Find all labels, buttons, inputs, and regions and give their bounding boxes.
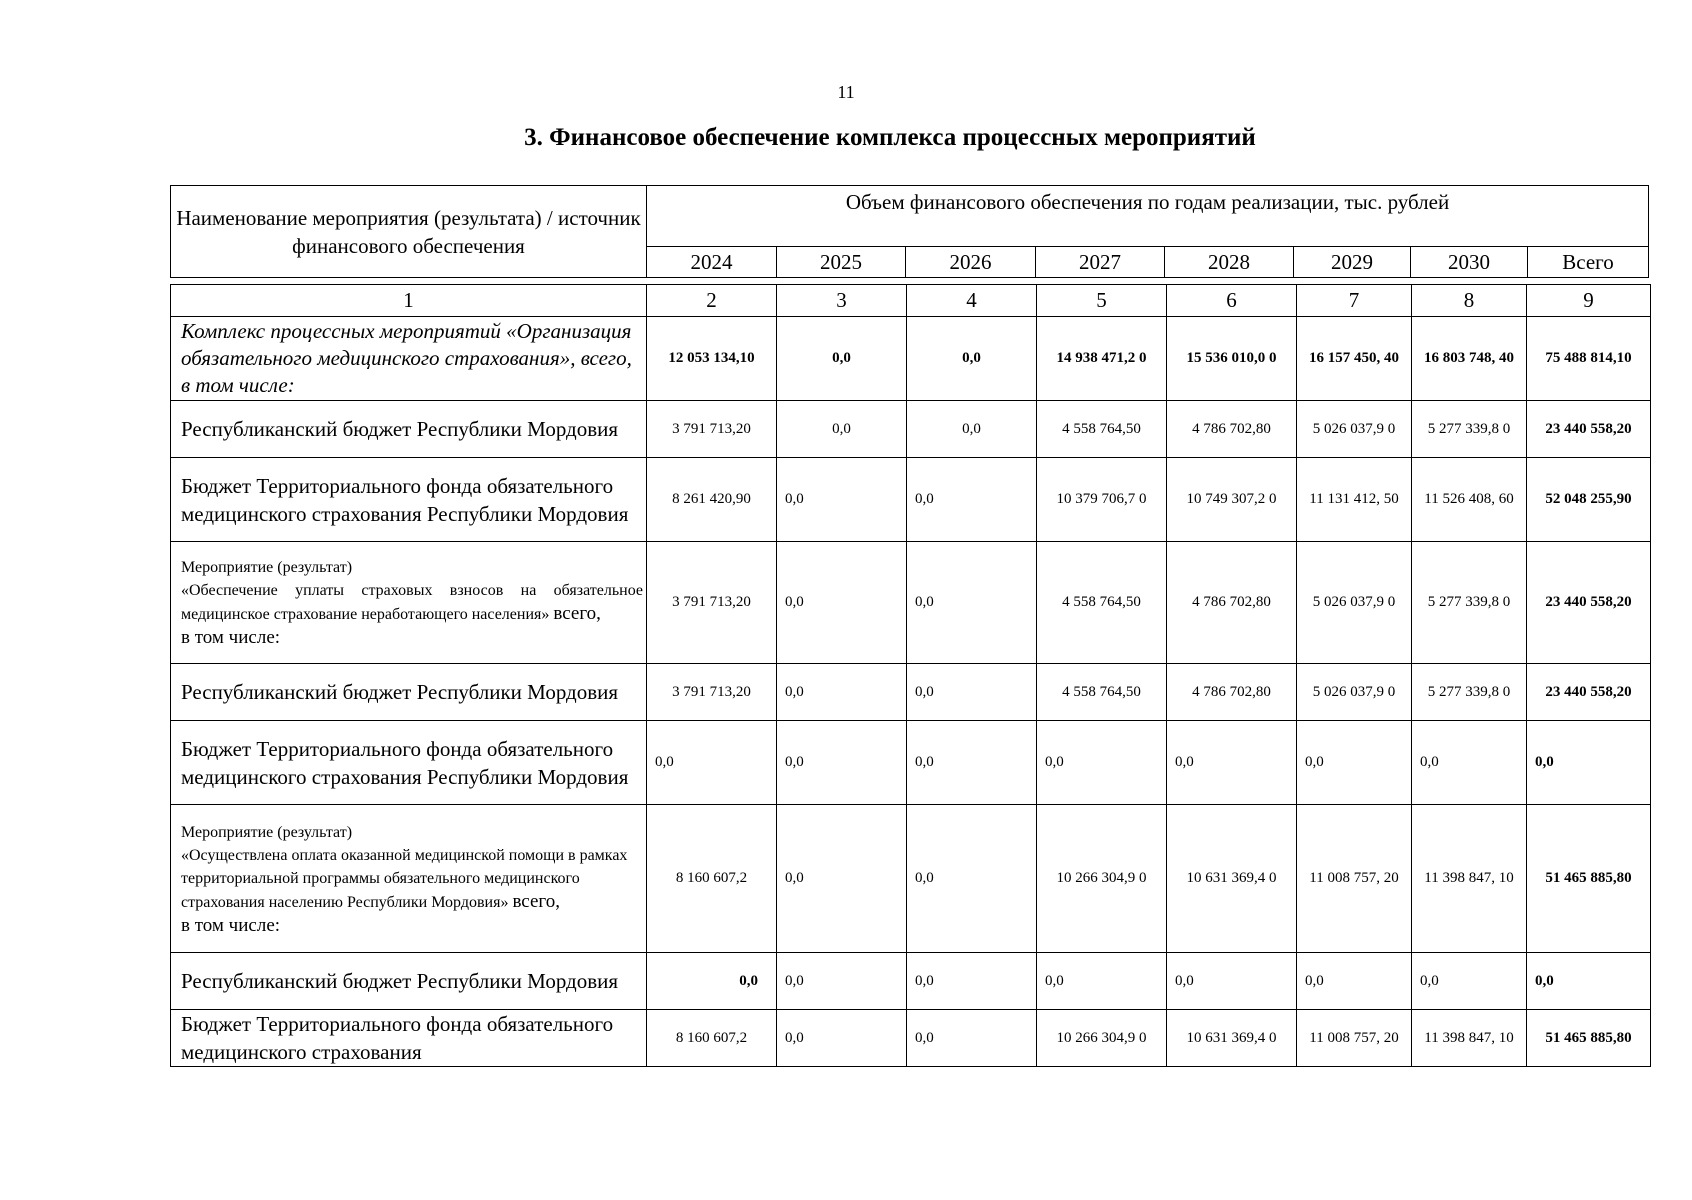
value-cell: 10 631 369,4 0 bbox=[1167, 1010, 1297, 1067]
value-cell: 12 053 134,10 bbox=[647, 317, 777, 401]
value-cell: 0,0 bbox=[907, 664, 1037, 721]
value-cell: 0,0 bbox=[1412, 953, 1527, 1010]
value-cell: 0,0 bbox=[777, 721, 907, 805]
header-volume-column: Объем финансового обеспечения по годам реализации, тыс. рублей bbox=[647, 186, 1649, 247]
value-cell: 3 791 713,20 bbox=[647, 542, 777, 664]
table-row bbox=[171, 317, 1651, 401]
value-cell: 5 026 037,9 0 bbox=[1297, 664, 1412, 721]
row-name-tail: всего, bbox=[553, 603, 601, 624]
value-cell: 0,0 bbox=[1037, 721, 1167, 805]
total-cell: 51 465 885,80 bbox=[1527, 1010, 1651, 1067]
column-number: 7 bbox=[1297, 285, 1412, 317]
column-number: 2 bbox=[647, 285, 777, 317]
row-name-tail: всего, bbox=[512, 890, 560, 912]
total-cell: 52 048 255,90 bbox=[1527, 458, 1651, 542]
header-year: 2026 bbox=[906, 247, 1036, 278]
financing-table bbox=[170, 284, 1651, 1067]
column-number: 4 bbox=[907, 285, 1037, 317]
value-cell: 0,0 bbox=[777, 805, 907, 953]
value-cell: 11 398 847, 10 bbox=[1412, 805, 1527, 953]
value-cell: 0,0 bbox=[777, 458, 907, 542]
total-cell: 75 488 814,10 bbox=[1527, 317, 1651, 401]
page-number: 11 bbox=[837, 82, 855, 102]
value-cell: 11 398 847, 10 bbox=[1412, 1010, 1527, 1067]
value-cell: 0,0 bbox=[907, 805, 1037, 953]
value-cell: 0,0 bbox=[1167, 721, 1297, 805]
header-year: 2030 bbox=[1411, 247, 1528, 278]
row-name: Бюджет Территориального фонда обязательного медицинского страхования bbox=[171, 1010, 647, 1067]
value-cell: 0,0 bbox=[907, 401, 1037, 458]
total-cell: 23 440 558,20 bbox=[1527, 542, 1651, 664]
value-cell: 0,0 bbox=[647, 953, 777, 1010]
header-total: Всего bbox=[1528, 247, 1649, 278]
value-cell: 10 749 307,2 0 bbox=[1167, 458, 1297, 542]
table-header bbox=[170, 185, 1649, 278]
value-cell: 0,0 bbox=[1412, 721, 1527, 805]
value-cell: 0,0 bbox=[907, 1010, 1037, 1067]
value-cell: 4 558 764,50 bbox=[1037, 664, 1167, 721]
value-cell: 16 803 748, 40 bbox=[1412, 317, 1527, 401]
value-cell: 10 631 369,4 0 bbox=[1167, 805, 1297, 953]
row-name-tail: в том числе: bbox=[181, 627, 281, 648]
row-name-description: «Осуществлена оплата оказанной медицинской помощи в рамках территориальной программы обязательного медицинского страхования населению Республики Мордовия» bbox=[181, 846, 628, 911]
header-name-column: Наименование мероприятия (результата) / источник финансового обеспечения bbox=[171, 186, 647, 278]
value-cell: 11 008 757, 20 bbox=[1297, 1010, 1412, 1067]
value-cell: 15 536 010,0 0 bbox=[1167, 317, 1297, 401]
table-row bbox=[171, 953, 1651, 1010]
column-number: 5 bbox=[1037, 285, 1167, 317]
row-name-title: Мероприятие (результат) bbox=[181, 559, 353, 576]
column-number: 3 bbox=[777, 285, 907, 317]
value-cell: 0,0 bbox=[907, 721, 1037, 805]
row-name bbox=[171, 805, 647, 953]
value-cell: 0,0 bbox=[647, 721, 777, 805]
table-row bbox=[171, 401, 1651, 458]
total-cell: 0,0 bbox=[1527, 953, 1651, 1010]
row-name-title: Мероприятие (результат) bbox=[181, 823, 353, 841]
header-year: 2027 bbox=[1036, 247, 1165, 278]
value-cell: 0,0 bbox=[907, 542, 1037, 664]
table-row bbox=[171, 542, 1651, 664]
value-cell: 5 026 037,9 0 bbox=[1297, 401, 1412, 458]
value-cell: 0,0 bbox=[1167, 953, 1297, 1010]
total-cell: 23 440 558,20 bbox=[1527, 401, 1651, 458]
table-row bbox=[171, 1010, 1651, 1067]
column-number-row bbox=[171, 285, 1651, 317]
value-cell: 10 266 304,9 0 bbox=[1037, 805, 1167, 953]
value-cell: 0,0 bbox=[907, 317, 1037, 401]
column-number: 1 bbox=[171, 285, 647, 317]
value-cell: 4 786 702,80 bbox=[1167, 664, 1297, 721]
value-cell: 14 938 471,2 0 bbox=[1037, 317, 1167, 401]
value-cell: 10 379 706,7 0 bbox=[1037, 458, 1167, 542]
value-cell: 0,0 bbox=[777, 953, 907, 1010]
value-cell: 8 160 607,2 bbox=[647, 1010, 777, 1067]
value-cell: 0,0 bbox=[777, 401, 907, 458]
value-cell: 5 277 339,8 0 bbox=[1412, 542, 1527, 664]
row-name-description: «Обеспечение уплаты страховых взносов на обязательное медицинское страхование неработающего населения» bbox=[181, 582, 643, 623]
value-cell: 4 786 702,80 bbox=[1167, 542, 1297, 664]
value-cell: 5 026 037,9 0 bbox=[1297, 542, 1412, 664]
value-cell: 5 277 339,8 0 bbox=[1412, 664, 1527, 721]
table-row bbox=[171, 721, 1651, 805]
value-cell: 4 786 702,80 bbox=[1167, 401, 1297, 458]
value-cell: 0,0 bbox=[777, 542, 907, 664]
header-year: 2029 bbox=[1294, 247, 1411, 278]
row-name: Республиканский бюджет Республики Мордовия bbox=[171, 953, 647, 1010]
header-year: 2025 bbox=[777, 247, 906, 278]
row-name: Бюджет Территориального фонда обязательного медицинского страхования Республики Мордовия bbox=[171, 458, 647, 542]
value-cell: 0,0 bbox=[777, 317, 907, 401]
value-cell: 16 157 450, 40 bbox=[1297, 317, 1412, 401]
row-name: Бюджет Территориального фонда обязательного медицинского страхования Республики Мордовия bbox=[171, 721, 647, 805]
document-title: 3. Финансовое обеспечение комплекса процессных мероприятий bbox=[524, 124, 1256, 151]
column-number: 6 bbox=[1167, 285, 1297, 317]
value-cell: 0,0 bbox=[777, 664, 907, 721]
value-cell: 0,0 bbox=[907, 953, 1037, 1010]
value-cell: 8 160 607,2 bbox=[647, 805, 777, 953]
column-number: 8 bbox=[1412, 285, 1527, 317]
value-cell: 4 558 764,50 bbox=[1037, 542, 1167, 664]
column-number: 9 bbox=[1527, 285, 1651, 317]
value-cell: 3 791 713,20 bbox=[647, 401, 777, 458]
value-cell: 0,0 bbox=[1297, 721, 1412, 805]
table-row bbox=[171, 664, 1651, 721]
total-cell: 23 440 558,20 bbox=[1527, 664, 1651, 721]
value-cell: 11 008 757, 20 bbox=[1297, 805, 1412, 953]
row-name: Комплекс процессных мероприятий «Организация обязательного медицинского страхования», всего, в том числе: bbox=[171, 317, 647, 401]
header-year: 2028 bbox=[1165, 247, 1294, 278]
table-row bbox=[171, 458, 1651, 542]
value-cell: 11 526 408, 60 bbox=[1412, 458, 1527, 542]
value-cell: 0,0 bbox=[907, 458, 1037, 542]
value-cell: 0,0 bbox=[1297, 953, 1412, 1010]
value-cell: 11 131 412, 50 bbox=[1297, 458, 1412, 542]
row-name: Республиканский бюджет Республики Мордовия bbox=[171, 664, 647, 721]
value-cell: 10 266 304,9 0 bbox=[1037, 1010, 1167, 1067]
row-name bbox=[171, 542, 647, 664]
total-cell: 0,0 bbox=[1527, 721, 1651, 805]
total-cell: 51 465 885,80 bbox=[1527, 805, 1651, 953]
row-name: Республиканский бюджет Республики Мордовия bbox=[171, 401, 647, 458]
value-cell: 0,0 bbox=[777, 1010, 907, 1067]
value-cell: 3 791 713,20 bbox=[647, 664, 777, 721]
header-year: 2024 bbox=[647, 247, 777, 278]
row-name-tail: в том числе: bbox=[181, 914, 281, 936]
table-row bbox=[171, 805, 1651, 953]
value-cell: 4 558 764,50 bbox=[1037, 401, 1167, 458]
value-cell: 0,0 bbox=[1037, 953, 1167, 1010]
value-cell: 5 277 339,8 0 bbox=[1412, 401, 1527, 458]
value-cell: 8 261 420,90 bbox=[647, 458, 777, 542]
